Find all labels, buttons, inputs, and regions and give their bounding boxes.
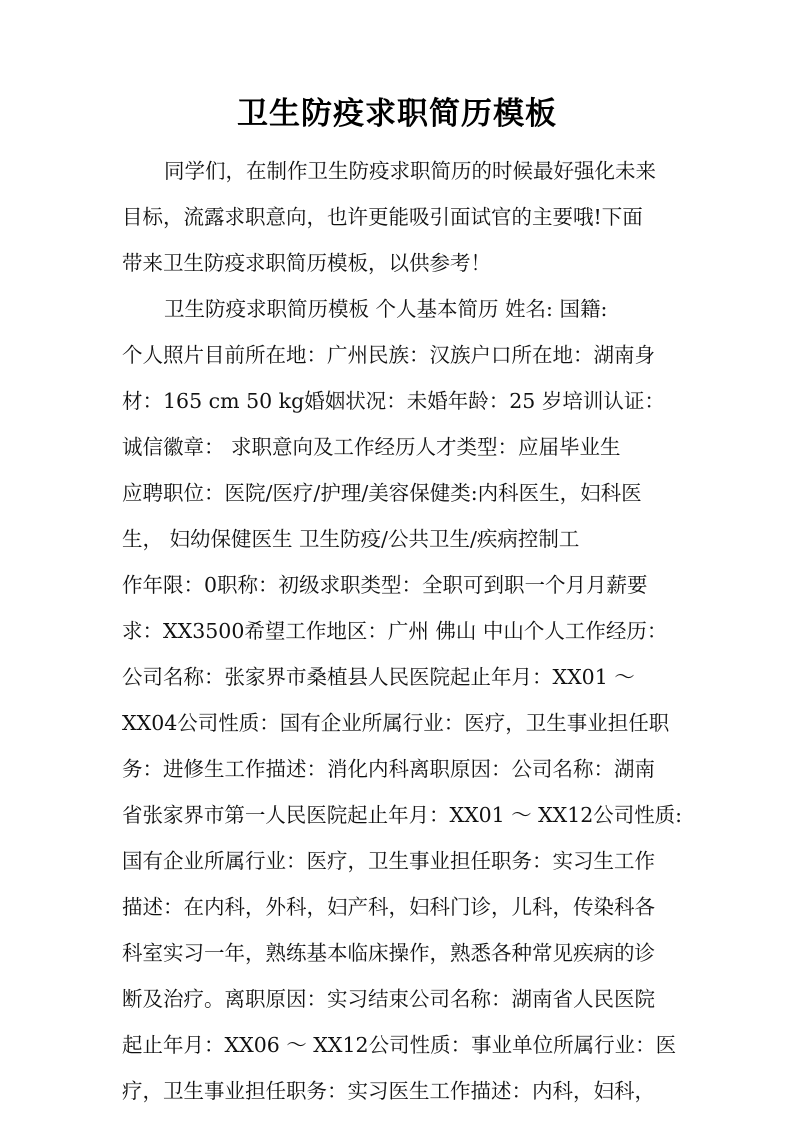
body-line-15: 省张家界市第一人民医院起止年月：XX01 ～ XX12公司性质: (122, 803, 683, 827)
body-line-10: 作年限：0职称：初级求职类型：全职可到职一个月月薪要 (122, 573, 648, 597)
body-line-19: 断及治疗。离职原因：实习结束公司名称：湖南省人民医院 (122, 987, 655, 1011)
body-line-8: 应聘职位：医院/医疗/护理/美容保健类:内科医生，妇科医 (122, 481, 642, 505)
body-line-21: 疗，卫生事业担任职务：实习医生工作描述：内科，妇科， (122, 1079, 655, 1103)
body-line-20: 起止年月：XX06 ～ XX12公司性质：事业单位所属行业：医 (122, 1033, 677, 1057)
body-line-12: 公司名称：张家界市桑植县人民医院起止年月：XX01 ～ (122, 665, 635, 689)
body-line-5: 个人照片目前所在地：广州民族：汉族户口所在地：湖南身 (122, 343, 655, 367)
body-line-2: 目标，流露求职意向，也许更能吸引面试官的主要哦!下面 (122, 205, 643, 229)
body-line-17: 描述：在内科，外科，妇产科，妇科门诊，儿科，传染科各 (122, 895, 655, 919)
body-line-14: 务：进修生工作描述：消化内科离职原因：公司名称：湖南 (122, 757, 655, 781)
body-line-7: 诚信徽章： 求职意向及工作经历人才类型：应届毕业生 (122, 435, 621, 459)
document-title: 卫生防疫求职简历模板 (237, 96, 557, 132)
body-line-3: 带来卫生防疫求职简历模板，以供参考！ (122, 251, 491, 275)
body-line-13: XX04公司性质：国有企业所属行业：医疗，卫生事业担任职 (122, 711, 670, 735)
body-line-6: 材：165 cm 50 kg婚姻状况：未婚年龄：25 岁培训认证： (122, 389, 665, 413)
body-line-18: 科室实习一年，熟练基本临床操作，熟悉各种常见疾病的诊 (122, 941, 655, 965)
body-line-16: 国有企业所属行业：医疗，卫生事业担任职务：实习生工作 (122, 849, 655, 873)
document-body (122, 148, 682, 1114)
body-line-4: 卫生防疫求职简历模板 个人基本简历 姓名: 国籍: (164, 297, 608, 321)
body-line-11: 求：XX3500希望工作地区：广州 佛山 中山个人工作经历： (122, 619, 668, 643)
body-line-1: 同学们，在制作卫生防疫求职简历的时候最好强化未来 (164, 159, 656, 183)
body-line-9: 生， 妇幼保健医生 卫生防疫/公共卫生/疾病控制工 (122, 527, 580, 551)
